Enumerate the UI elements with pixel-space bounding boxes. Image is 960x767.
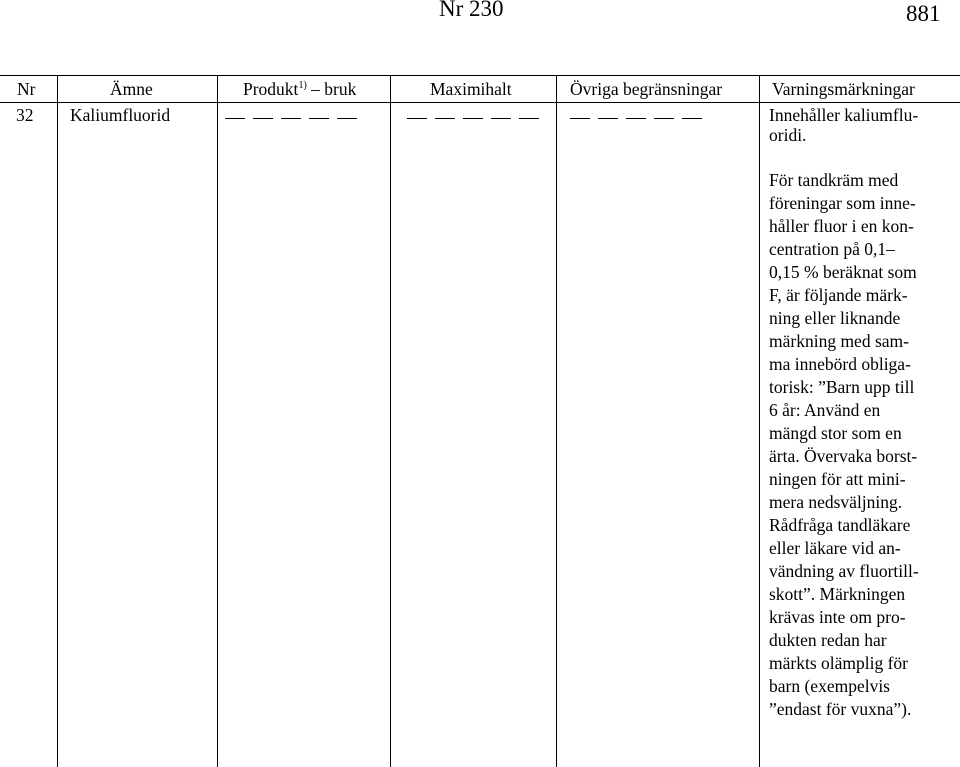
warning-text-line: F, är följande märk-	[769, 285, 908, 305]
header-produkt-suffix: – bruk	[311, 79, 357, 99]
warning-text-line: barn (exempelvis	[769, 676, 890, 696]
header-produkt-label: Produkt	[243, 79, 299, 99]
cell-maximihalt-empty-dashes	[407, 118, 539, 119]
cell-amne: Kaliumfluorid	[70, 105, 171, 125]
column-divider	[217, 76, 218, 767]
warning-text-line: vändning av fluortill-	[769, 561, 919, 581]
warning-text-line: märkts olämplig för	[769, 653, 909, 673]
warning-text-line: märkning med sam-	[769, 331, 909, 351]
warning-text-line: krävas inte om pro-	[769, 607, 906, 627]
warning-text-line: torisk: ”Barn upp till	[769, 377, 915, 397]
warning-text-line: ma innebörd obliga-	[769, 354, 911, 374]
warning-text-line: För tandkräm med	[769, 170, 899, 190]
dash	[491, 118, 511, 119]
column-divider	[759, 76, 760, 767]
warning-text-line: 6 år: Använd en	[769, 400, 881, 420]
header-nr: Nr	[17, 79, 36, 99]
cell-produkt-empty-dashes	[225, 118, 357, 119]
warning-text-line: mängd stor som en	[769, 423, 902, 443]
header-ovriga-begransningar: Övriga begränsningar	[570, 79, 723, 99]
header-varningsmarkningar: Varningsmärkningar	[772, 79, 915, 99]
dash	[337, 118, 357, 119]
header-amne: Ämne	[110, 79, 153, 99]
column-divider	[57, 76, 58, 767]
warning-text-line: centration på 0,1–	[769, 239, 895, 259]
warning-text-line: ningen för att mini-	[769, 469, 906, 489]
cell-warning-intro	[769, 105, 959, 145]
warning-text-line: eller läkare vid an-	[769, 538, 901, 558]
dash	[598, 118, 618, 119]
dash	[463, 118, 483, 119]
header-maximihalt: Maximihalt	[430, 79, 512, 99]
warning-text-line: ning eller liknande	[769, 308, 901, 328]
warning-text-line: ärta. Övervaka borst-	[769, 446, 918, 466]
warning-intro-line: Innehåller kaliumflu-	[769, 105, 919, 125]
dash	[253, 118, 273, 119]
cell-nr: 32	[16, 105, 34, 125]
footnote-marker: 1)	[298, 80, 307, 91]
dash	[654, 118, 674, 119]
dash	[225, 118, 245, 119]
warning-text-line: håller fluor i en kon-	[769, 216, 914, 236]
warning-text-line: skott”. Märkningen	[769, 584, 906, 604]
dash	[682, 118, 702, 119]
cell-ovriga-empty-dashes	[570, 118, 702, 119]
warning-text-line: Rådfråga tandläkare	[769, 515, 911, 535]
dash	[407, 118, 427, 119]
cell-warning-text	[769, 169, 959, 721]
dash	[435, 118, 455, 119]
column-divider	[390, 76, 391, 767]
warning-text-line: 0,15 % beräknat som	[769, 262, 917, 282]
page-header-document-number: Nr 230	[439, 0, 504, 21]
warning-text-line: mera nedsväljning.	[769, 492, 903, 512]
dash	[519, 118, 539, 119]
warning-text-line: dukten redan har	[769, 630, 887, 650]
header-produkt	[243, 79, 356, 99]
dash	[281, 118, 301, 119]
dash	[626, 118, 646, 119]
warning-intro-line: oridi.	[769, 125, 807, 145]
table-header-rule	[0, 102, 960, 103]
warning-text-line: ”endast för vuxna”).	[769, 699, 912, 719]
dash	[309, 118, 329, 119]
table-top-rule	[0, 75, 960, 76]
dash	[570, 118, 590, 119]
column-divider	[556, 76, 557, 767]
page-number: 881	[906, 1, 941, 26]
warning-text-line: föreningar som inne-	[769, 193, 916, 213]
